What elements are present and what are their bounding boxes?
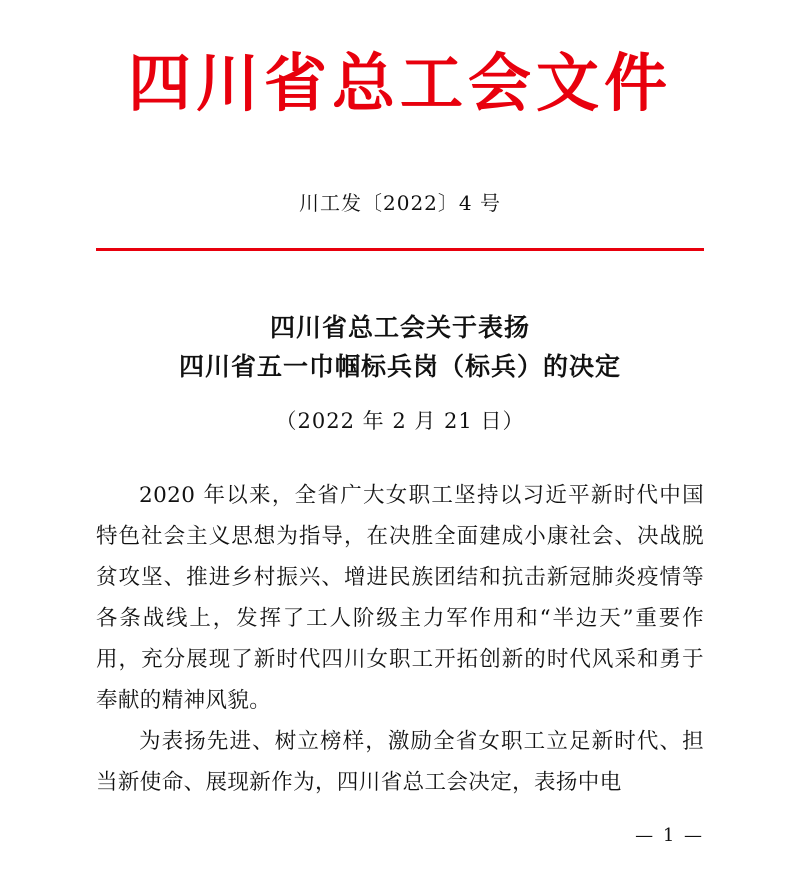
document-title-line-1: 四川省总工会关于表扬 — [269, 313, 530, 342]
body-paragraph-2: 为表扬先进、树立榜样，激励全省女职工立足新时代、担当新使命、展现新作为，四川省总工会决定，表扬中电 — [96, 728, 704, 795]
red-divider-rule — [96, 248, 704, 251]
document-title — [96, 309, 704, 387]
document-body — [96, 475, 704, 803]
page-number: — 1 — — [635, 825, 704, 846]
document-date: （2022 年 2 月 21 日） — [275, 408, 525, 433]
document-header-title: 四川省总工会文件 — [128, 46, 672, 120]
document-number: 川工发〔2022〕4 号 — [299, 191, 501, 215]
document-title-line-2: 四川省五一巾帼标兵岗（标兵）的决定 — [178, 351, 621, 381]
body-paragraph-1: 2020 年以来，全省广大女职工坚持以习近平新时代中国特色社会主义思想为指导，在决胜全面建成小康社会、决战脱贫攻坚、推进乡村振兴、增进民族团结和抗击新冠肺炎疫情等各条战线上，发挥了工人阶级主力军作用和“半边天”重要作用，充分展现了新时代四川女职工开拓创新的时代风采和勇于奉献的精神风貌。 — [96, 482, 704, 713]
